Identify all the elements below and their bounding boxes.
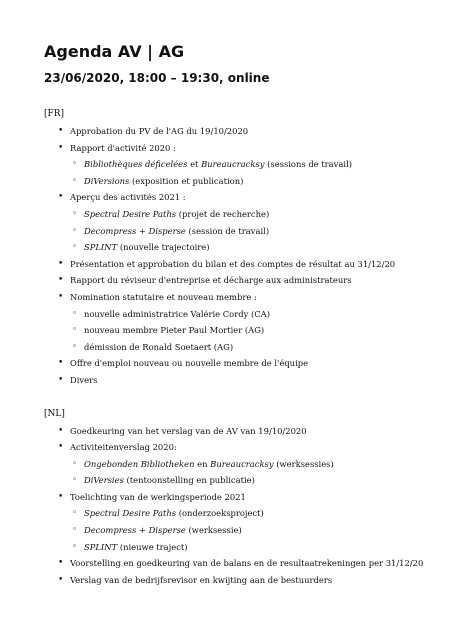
item-text: Approbation du PV de l'AG du 19/10/2020 — [70, 126, 249, 136]
item-title: Spectral Desire Paths — [84, 208, 177, 219]
item-text: (nouvelle trajectoire) — [117, 242, 210, 253]
list-item — [44, 575, 424, 586]
item-title: Bureaucracksy — [210, 458, 274, 469]
list-item — [44, 426, 424, 437]
item-text: Aperçu des activités 2021 : — [70, 192, 186, 203]
item-text: démission de Ronald Soetaert (AG) — [84, 341, 234, 352]
item-text: (nieuwe traject) — [117, 541, 188, 552]
item-title: Bibliothèques déficelées — [84, 159, 188, 170]
item-text: Voorstelling en goedkeuring van de balans en de resultaatrekeningen per 31/12/20 — [70, 558, 424, 569]
sub-list-item — [70, 525, 424, 536]
sub-list — [70, 159, 424, 187]
agenda-list-nl — [44, 426, 424, 586]
item-title: Spectral Desire Paths — [84, 508, 177, 519]
list-item — [44, 492, 424, 553]
item-title: SPLINT — [84, 541, 118, 552]
sub-list — [70, 459, 424, 487]
sub-list — [70, 209, 424, 253]
item-text: et — [187, 159, 202, 170]
list-item — [44, 558, 424, 569]
item-text: (session de travail) — [185, 225, 270, 236]
page-subtitle: 23/06/2020, 18:00 – 19:30, online — [44, 71, 270, 85]
item-text: Présentation et approbation du bilan et des comptes de résultat au 31/12/20 — [70, 258, 396, 269]
sub-list-item — [70, 159, 424, 170]
sub-list — [70, 508, 424, 552]
page-title: Agenda AV | AG — [44, 42, 185, 61]
item-text: Toelichting van de werkingsperiode 2021 — [70, 491, 246, 502]
item-text: Rapport d'activité 2020 : — [70, 142, 176, 153]
section-tag-fr: [FR] — [44, 109, 65, 119]
item-text: Goedkeuring van het verslag van de AV van 19/10/2020 — [70, 425, 307, 436]
list-item — [44, 442, 424, 486]
sub-list-item — [70, 242, 424, 253]
sub-list-item — [70, 342, 424, 353]
item-text: (tentoonstelling en publicatie) — [123, 475, 255, 486]
item-text: en — [194, 458, 211, 469]
item-text: (onderzoeksproject) — [176, 508, 264, 519]
item-title: Ongebonden Bibliotheken — [84, 458, 195, 469]
item-text: Rapport du réviseur d'entreprise et décharge aux administrateurs — [70, 275, 352, 286]
section-tag-nl: [NL] — [44, 408, 65, 419]
item-title: DiVersions — [84, 175, 130, 186]
sub-list-item — [70, 508, 424, 519]
item-title: Decompress + Disperse — [84, 225, 186, 236]
item-text: (werksessie) — [185, 525, 242, 536]
list-item — [44, 375, 424, 386]
item-title: SPLINT — [84, 242, 118, 253]
item-text: nouvelle administratrice Valérie Cordy (CA) — [84, 308, 270, 319]
item-text: nouveau membre Pieter Paul Mortier (AG) — [84, 325, 265, 336]
item-text: Offre d'emploi nouveau ou nouvelle membre de l'équipe — [70, 358, 309, 369]
item-text: Verslag van de bedrijfsrevisor en kwijting aan de bestuurders — [70, 574, 333, 585]
sub-list-item — [70, 176, 424, 187]
item-text: Nomination statutaire et nouveau membre : — [70, 291, 257, 302]
list-item — [44, 259, 424, 270]
list-item — [44, 275, 424, 286]
list-item — [44, 126, 424, 137]
item-title: Decompress + Disperse — [84, 525, 186, 536]
item-title: DiVersies — [84, 475, 124, 486]
sub-list-item — [70, 209, 424, 220]
list-item — [44, 358, 424, 369]
item-text: Activiteitenverslag 2020: — [70, 442, 177, 453]
list-item — [44, 292, 424, 353]
sub-list — [70, 309, 424, 353]
sub-list-item — [70, 325, 424, 336]
section-spacer — [44, 392, 424, 408]
item-text: Divers — [70, 374, 98, 385]
sub-list-item — [70, 542, 424, 553]
item-text: (werksessies) — [273, 458, 334, 469]
agenda-list-fr — [44, 126, 424, 386]
list-item — [44, 143, 424, 187]
sub-list-item — [70, 226, 424, 237]
list-item — [44, 192, 424, 253]
item-title: Bureaucracksy — [201, 159, 265, 170]
sub-list-item — [70, 459, 424, 470]
item-text: (sessions de travail) — [264, 159, 353, 170]
item-text: (projet de recherche) — [176, 208, 270, 219]
item-text: (exposition et publication) — [129, 175, 244, 186]
sub-list-item — [70, 475, 424, 486]
sub-list-item — [70, 309, 424, 320]
